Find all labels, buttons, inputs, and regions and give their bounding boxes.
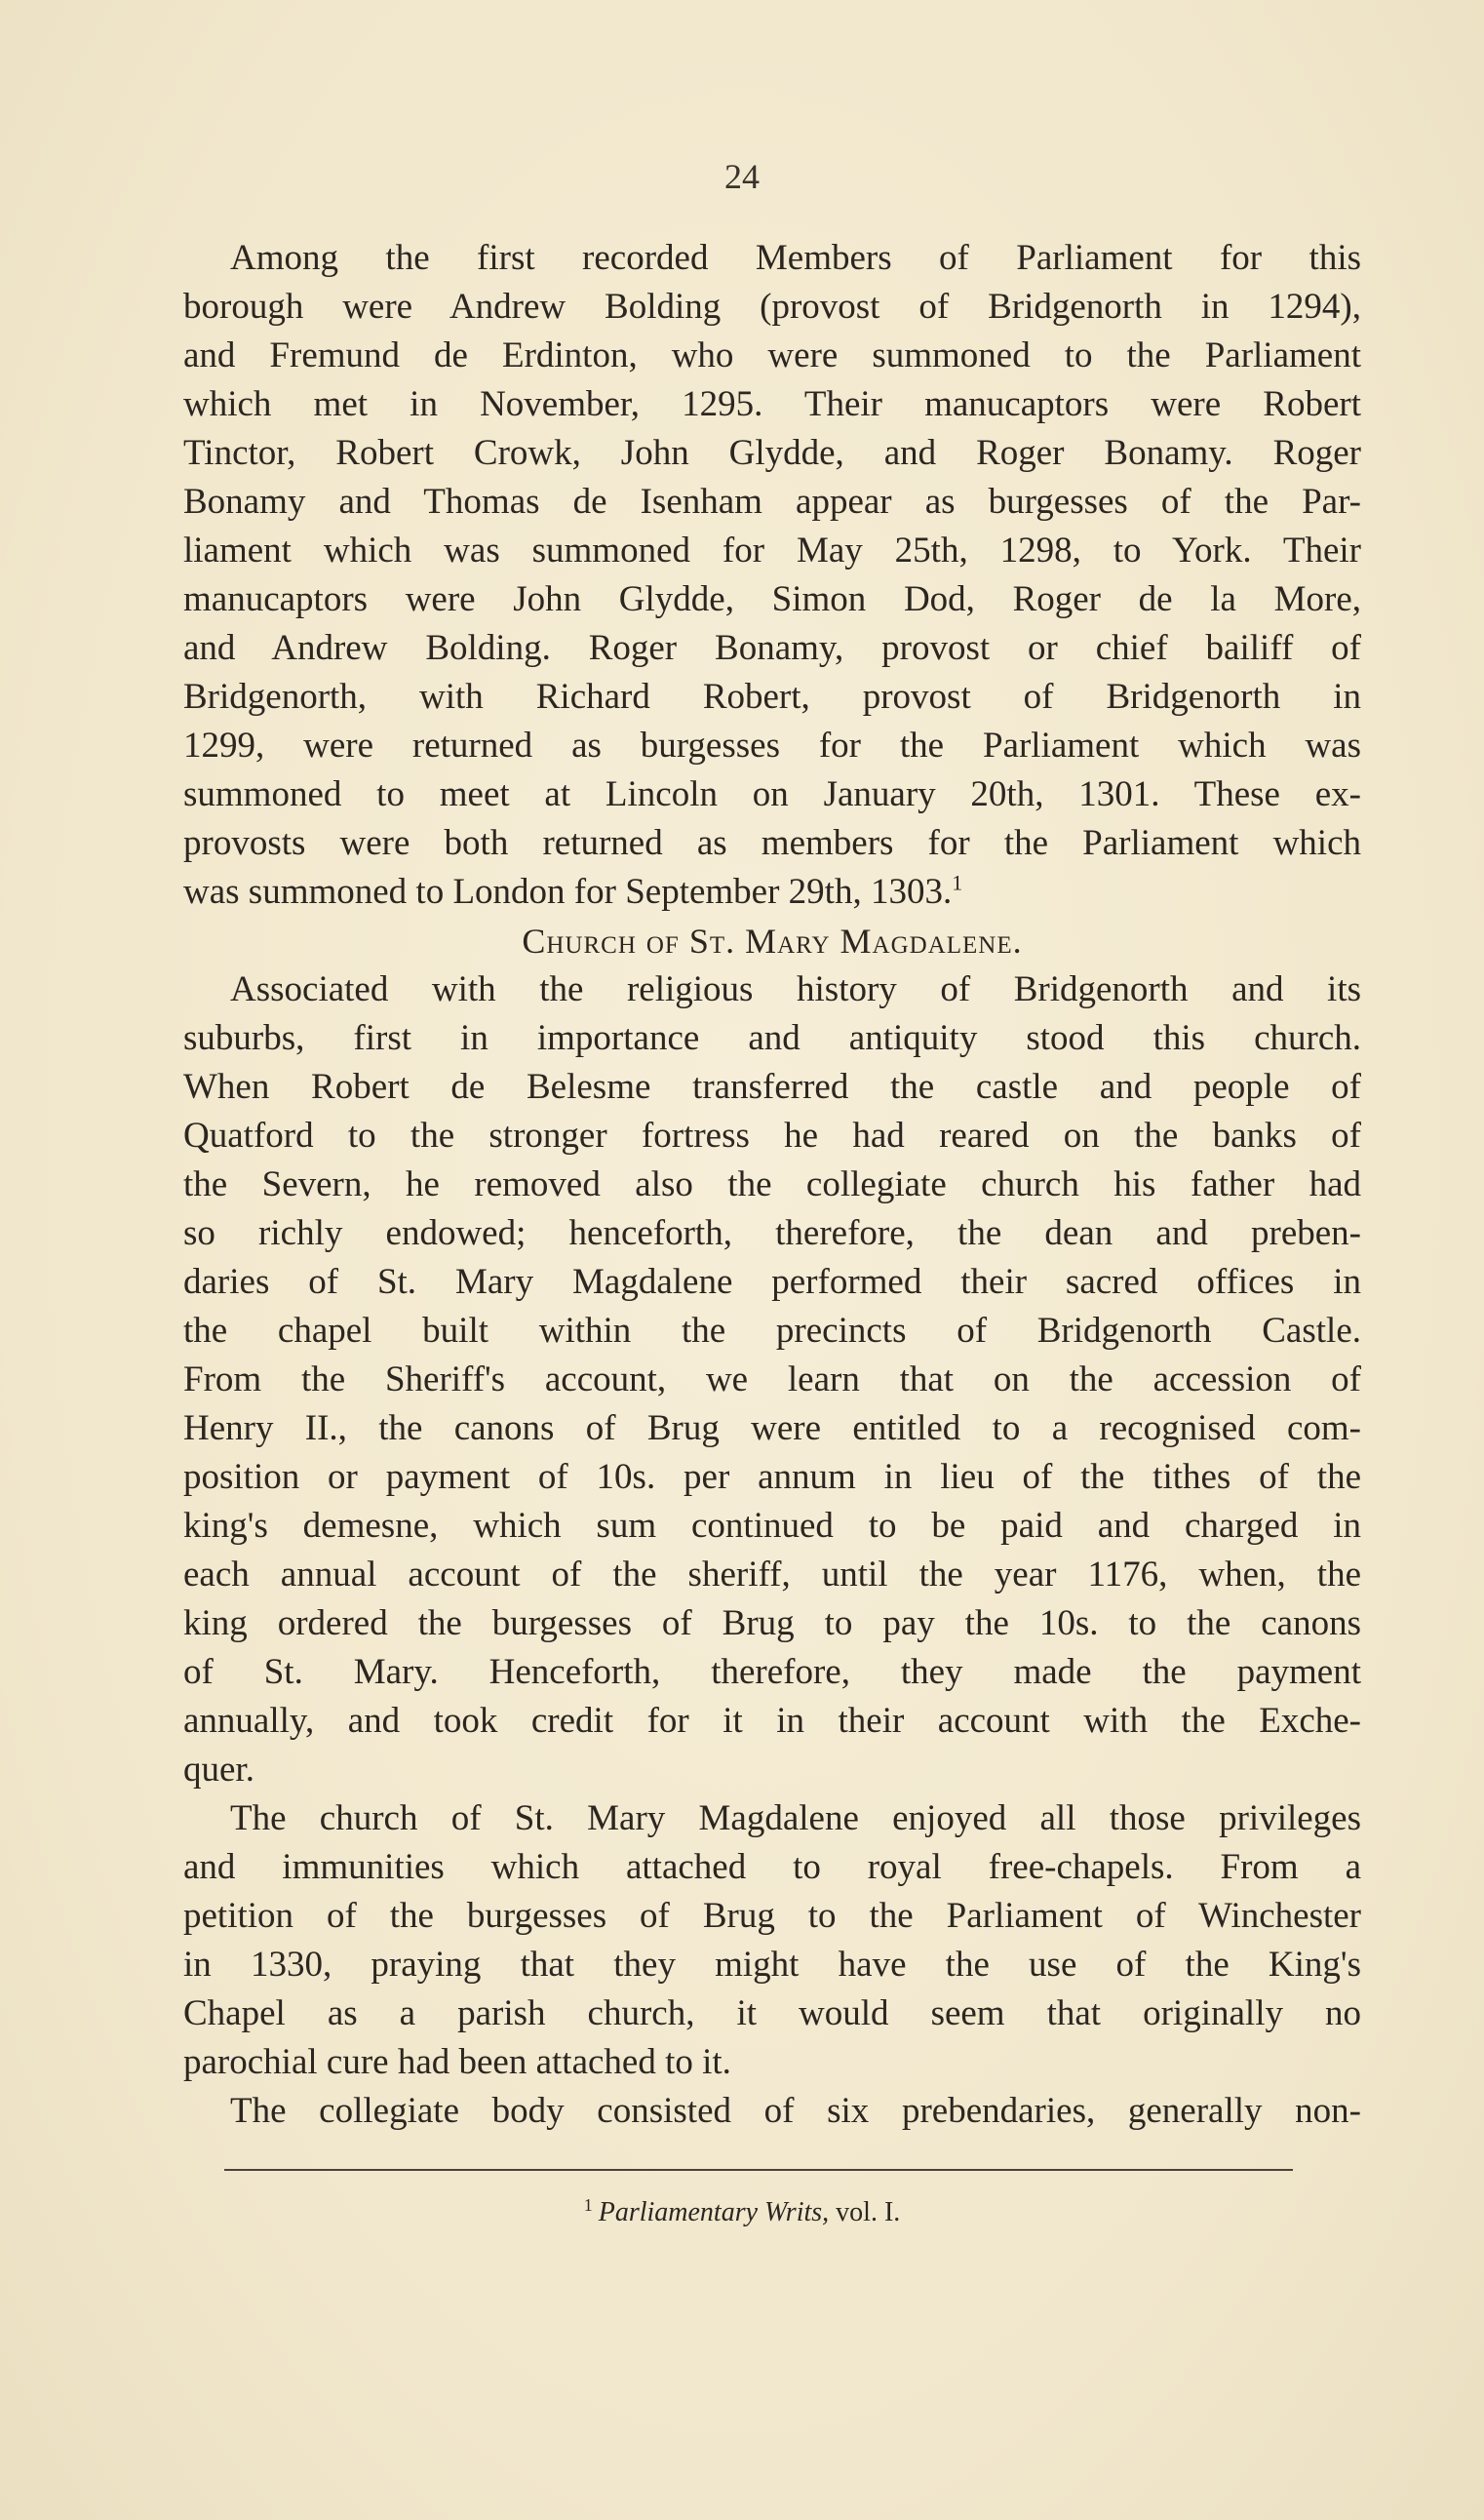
- text-line: was summoned to London for September 29th, 1303.: [183, 872, 953, 912]
- text-line: quer.: [183, 1750, 254, 1790]
- text-line: parochial cure had been attached to it.: [183, 2042, 731, 2082]
- text-line: Associated with the religious history of Bridgenorth and its: [230, 969, 1361, 1009]
- text-line: suburbs, first in importance and antiquity stood this church.: [183, 1018, 1361, 1058]
- text-line: When Robert de Belesme transferred the castle and people of: [183, 1067, 1361, 1107]
- section-heading: Church of St. Mary Magdalene.: [522, 922, 1023, 961]
- text-line-with-footnote: [183, 868, 1361, 917]
- text-line: liament which was summoned for May 25th, 1298, to York. Their: [183, 531, 1361, 571]
- text-line: manucaptors were John Glydde, Simon Dod, Roger de la More,: [183, 579, 1361, 619]
- text-line: the Severn, he removed also the collegiate church his father had: [183, 1164, 1361, 1204]
- text-line: the chapel built within the precincts of Bridgenorth Castle.: [183, 1311, 1361, 1351]
- text-line: and immunities which attached to royal free-chapels. From a: [183, 1847, 1361, 1887]
- text-line: and Fremund de Erdinton, who were summoned to the Parliament: [183, 335, 1361, 375]
- text-line: borough were Andrew Bolding (provost of Bridgenorth in 1294),: [183, 287, 1361, 327]
- text-line: 1299, were returned as burgesses for the Parliament which was: [183, 726, 1361, 766]
- footnote-reference: 1: [952, 870, 963, 895]
- text-line: each annual account of the sheriff, until the year 1176, when, the: [183, 1555, 1361, 1595]
- text-line: so richly endowed; henceforth, therefore, the dean and preben-: [183, 1213, 1361, 1253]
- text-line: daries of St. Mary Magdalene performed their sacred offices in: [183, 1262, 1361, 1302]
- text-line: provosts were both returned as members for the Parliament which: [183, 823, 1361, 863]
- footnote-rule: [224, 2169, 1293, 2171]
- text-line: The church of St. Mary Magdalene enjoyed all those privileges: [230, 1798, 1361, 1838]
- footnote-mark: 1: [583, 2194, 593, 2215]
- text-line: king ordered the burgesses of Brug to pay the 10s. to the canons: [183, 1603, 1361, 1643]
- text-line: summoned to meet at Lincoln on January 20th, 1301. These ex-: [183, 774, 1361, 814]
- text-line: Chapel as a parish church, it would seem that originally no: [183, 1993, 1361, 2033]
- footnote-volume: vol. I.: [836, 2197, 901, 2227]
- text-line: petition of the burgesses of Brug to the Parliament of Winchester: [183, 1896, 1361, 1936]
- text-line: king's demesne, which sum continued to be paid and charged in: [183, 1506, 1361, 1546]
- text-line: The collegiate body consisted of six prebendaries, generally non-: [230, 2091, 1361, 2131]
- text-line: in 1330, praying that they might have the use of the King's: [183, 1945, 1361, 1985]
- footnote-source: Parliamentary Writs,: [598, 2197, 830, 2227]
- text-line: Bonamy and Thomas de Isenham appear as burgesses of the Par-: [183, 482, 1361, 522]
- text-line: From the Sheriff's account, we learn that on the accession of: [183, 1359, 1361, 1399]
- footnote: [0, 2194, 1484, 2228]
- text-line: Tinctor, Robert Crowk, John Glydde, and Roger Bonamy. Roger: [183, 433, 1361, 473]
- text-line: Henry II., the canons of Brug were entitled to a recognised com-: [183, 1408, 1361, 1448]
- text-line: position or payment of 10s. per annum in lieu of the tithes of the: [183, 1457, 1361, 1497]
- text-line: Among the first recorded Members of Parliament for this: [230, 238, 1361, 278]
- text-line: and Andrew Bolding. Roger Bonamy, provost or chief bailiff of: [183, 628, 1361, 668]
- text-line: of St. Mary. Henceforth, therefore, they made the payment: [183, 1652, 1361, 1692]
- text-line: annually, and took credit for it in their account with the Exche-: [183, 1701, 1361, 1741]
- page-number: 24: [724, 157, 760, 196]
- text-line: which met in November, 1295. Their manucaptors were Robert: [183, 384, 1361, 424]
- text-line: Quatford to the stronger fortress he had reared on the banks of: [183, 1116, 1361, 1156]
- text-line: Bridgenorth, with Richard Robert, provost of Bridgenorth in: [183, 677, 1361, 717]
